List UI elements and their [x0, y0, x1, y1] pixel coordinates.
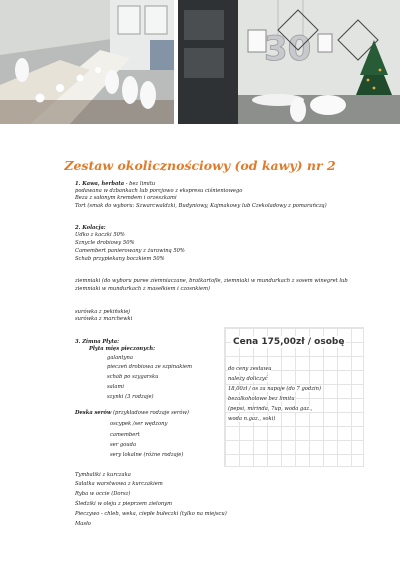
price-note: (pepsi, mirinda, 7up, woda gaz., [228, 406, 313, 412]
page-title: Zestaw okolicznościowy (od kawy) nr 2 [64, 158, 336, 173]
cheese-item: oscypek /ser wędzony [110, 421, 168, 427]
price-note: 18,00zł / os za napoje (do 7 godzin) [228, 386, 322, 392]
balloon-number: 30 [264, 29, 312, 69]
section1-line: podawana w dzbankach lub porcjowo z ekspresu ciśnieniowego [75, 188, 243, 194]
section2-line: Sznycle drobiowy 50% [75, 240, 135, 246]
meat-item: pieczeń drobiowa ze szpinakiem [107, 364, 193, 370]
cheese-item: camembert [110, 432, 140, 438]
section2-line: Camembert panierowany z żurawiną 50% [75, 248, 185, 254]
section1-line: Tort (smak do wyboru: Szwarcwaldzki, Budyniowy, Kajmakowy lub Czekoladowy z pomarańczą) [75, 203, 327, 209]
section2-heading: 2. Kolacja: [75, 225, 106, 231]
cheese-heading: Deska serów [75, 410, 112, 416]
balloon-photo [178, 0, 400, 124]
potatoes-line: ziemniaki w mundurkach z masełkiem i czosnkiem) [75, 286, 211, 292]
balloon-photo-illustration [178, 0, 400, 124]
section3-heading: 3. Zimna Płyta: [75, 339, 119, 345]
other-item: Masło [75, 521, 91, 527]
section1-heading-suffix: - bez limitu [124, 181, 156, 187]
price-note: do ceny zestawu [228, 366, 272, 372]
section2-line: Udko z kaczki 50% [75, 232, 125, 238]
meat-item: szynki (3 rodzaje) [107, 394, 154, 400]
header-photos [0, 0, 400, 124]
price-headline: Cena 175,00zł / osobę [233, 337, 345, 347]
other-item: Pieczywo - chleb, weka, ciepłe bułeczki (tylko na miejscu) [75, 511, 227, 517]
price-box [224, 327, 364, 467]
cheese-heading-line [75, 410, 189, 417]
other-item: Ryba w occie (Dorsz) [75, 491, 131, 497]
cheese-item: ser gouda [110, 442, 137, 448]
potatoes-line: ziemniaki (do wyboru puree ziemniaczane, bratkartofle, ziemniaki w mundurkach z sosem winegret lub [75, 278, 348, 284]
meat-item: galantyna [107, 355, 133, 361]
cheese-heading-suffix: (przykładowe rodzaje serów) [111, 410, 189, 416]
section2-line: Schab przypiekany boczkiem 50% [75, 256, 165, 262]
platter-heading: Płyta mięs pieczonych: [89, 346, 156, 352]
banquet-photo [0, 0, 174, 124]
salad-line: surówka z marchewki [75, 316, 133, 322]
cheese-item: sery lokalne (różne rodzaje) [110, 452, 184, 458]
section1-heading: 1. Kawa, herbata [75, 181, 125, 187]
meat-item: salami [107, 384, 125, 390]
salad-line: surówka z pekińskiej [75, 309, 130, 315]
other-item: Sałatka warstwowa z kurczakiem [75, 481, 163, 487]
price-note: woda n.gaz., soki) [228, 416, 276, 422]
meat-item: schab po szygarsku [107, 374, 159, 380]
price-note: należy doliczyć [228, 376, 268, 382]
other-item: Tymbaliki z kurczaka [75, 472, 131, 478]
price-note: bezalkoholowe bez limitu [228, 396, 295, 402]
other-item: Śledziki w oleju z pieprzem zielonym [75, 501, 173, 507]
banquet-photo-illustration [0, 0, 174, 124]
section1-line: Beza z sałonym kremdem i orzeszkami [75, 195, 177, 201]
